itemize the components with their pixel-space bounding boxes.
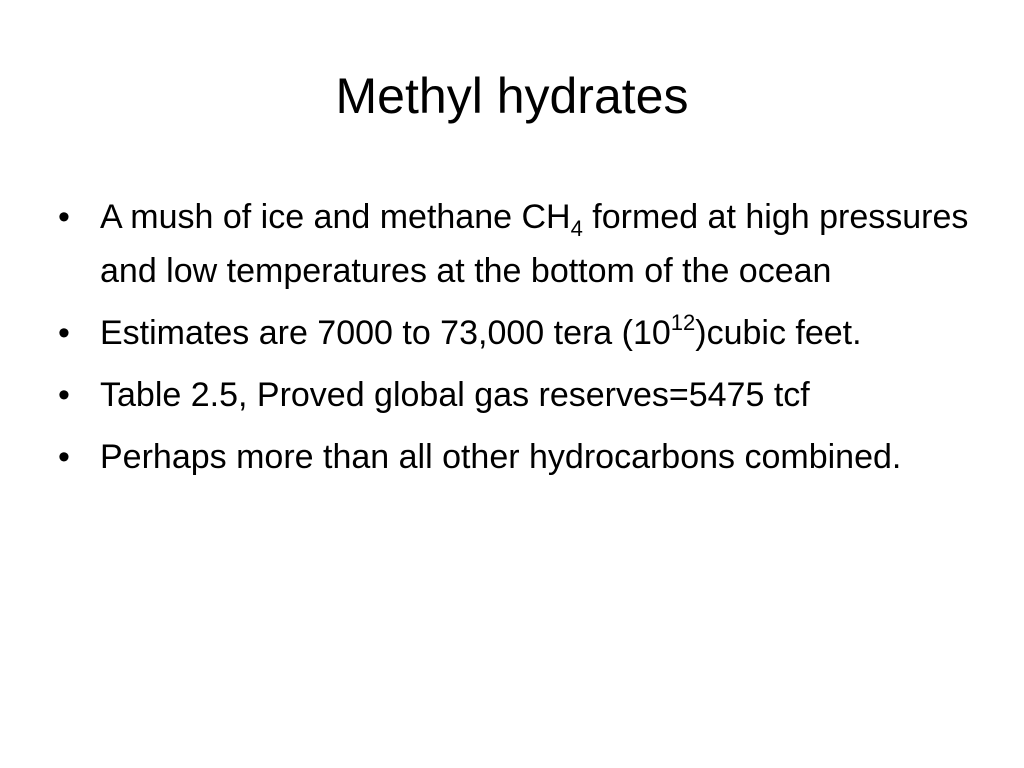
bullet-marker: •: [58, 376, 70, 414]
bullet-text-before: A mush of ice and methane CH: [100, 198, 571, 236]
bullet-item-table-reference: [58, 368, 978, 422]
bullet-list: [58, 190, 978, 492]
bullet-text-after: )cubic feet.: [695, 314, 862, 352]
bullet-text: Perhaps more than all other hydrocarbons combined.: [100, 438, 902, 476]
subscript-value: 4: [570, 216, 583, 241]
bullet-item-estimates: [58, 306, 978, 360]
bullet-marker: •: [58, 198, 70, 236]
bullet-text: Table 2.5, Proved global gas reserves=5475 tcf: [100, 376, 810, 414]
bullet-text-before: Estimates are 7000 to 73,000 tera (10: [100, 314, 671, 352]
bullet-item-hydrocarbons: [58, 430, 978, 484]
bullet-marker: •: [58, 438, 70, 476]
superscript-value: 12: [670, 310, 696, 335]
bullet-text-after: formed at high pressures and low temperatures at the bottom of the ocean: [100, 198, 969, 290]
bullet-marker: •: [58, 314, 70, 352]
bullet-item-methane-mush: [58, 190, 978, 298]
slide-title: Methyl hydrates: [335, 68, 689, 124]
